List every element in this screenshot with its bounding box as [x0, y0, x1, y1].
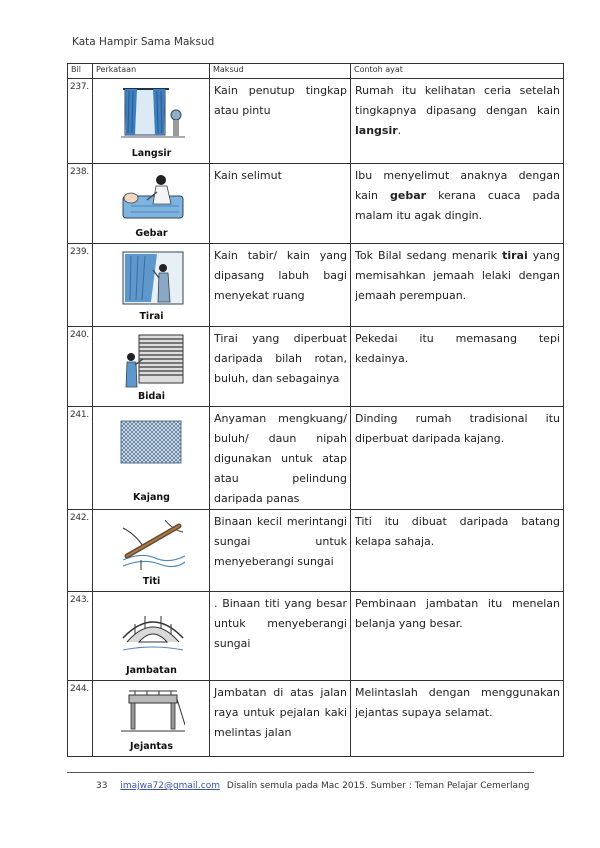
footer-source-text: Disalin semula pada Mac 2015. Sumber : Teman Pelajar Cemerlang — [226, 781, 530, 791]
meaning-cell: Kain penutup tingkap atau pintu — [210, 79, 351, 164]
meaning-cell: Kain selimut — [210, 164, 351, 244]
footer-divider — [67, 772, 534, 773]
table-row — [68, 244, 564, 327]
word-cell — [93, 592, 210, 681]
example-text-end: kerana cuaca pada malam itu agak dingin. — [355, 189, 560, 222]
word-cell — [93, 79, 210, 164]
example-text: Dinding rumah tradisional itu diperbuat daripada kajang. — [355, 412, 560, 445]
overhead-bridge-illustration — [121, 685, 185, 737]
meaning-cell: Binaan kecil merintangi sungai untuk menyeberangi sungai — [210, 510, 351, 592]
meaning-cell: Tirai yang diperbuat daripada bilah rotan, buluh, dan sebagainya — [210, 327, 351, 407]
blanket-illustration — [121, 170, 185, 226]
table-row — [68, 79, 564, 164]
page-footer — [96, 781, 529, 791]
example-text: Pekedai itu memasang tepi kedainya. — [355, 332, 560, 365]
example-text: Pembinaan jambatan itu menelan belanja yang besar. — [355, 597, 560, 630]
row-number: 243. — [68, 592, 93, 681]
word-cell — [93, 407, 210, 510]
word-label: Jambatan — [126, 665, 177, 676]
row-number: 242. — [68, 510, 93, 592]
page-header-title: Kata Hampir Sama Maksud — [72, 36, 215, 48]
example-text: Rumah itu kelihatan ceria setelah tingkapnya dipasang dengan kain — [355, 84, 560, 117]
word-cell — [93, 244, 210, 327]
example-cell — [351, 327, 564, 407]
meaning-cell: Kain tabir/ kain yang dipasang labuh bagi menyekat ruang — [210, 244, 351, 327]
example-text-end: . — [397, 124, 402, 137]
word-label: Langsir — [131, 148, 172, 159]
meaning-cell: . Binaan titi yang besar untuk menyeberangi sungai — [210, 592, 351, 681]
table-row — [68, 510, 564, 592]
word-cell — [93, 681, 210, 757]
example-keyword: langsir — [355, 124, 398, 137]
meaning-cell: Jambatan di atas jalan raya untuk pejalan kaki melintas jalan — [210, 681, 351, 757]
bridge-illustration — [121, 598, 185, 656]
example-cell — [351, 244, 564, 327]
row-number: 244. — [68, 681, 93, 757]
example-cell — [351, 681, 564, 757]
meaning-cell: Anyaman mengkuang/ buluh/ daun nipah digunakan untuk atap atau pelindung daripada panas — [210, 407, 351, 510]
example-text-end: yang memisahkan jemaah lelaki dengan jemaah perempuan. — [355, 249, 561, 302]
table-row — [68, 681, 564, 757]
example-text: Ibu menyelimut anaknya dengan kain — [355, 169, 560, 202]
blinds-illustration — [121, 333, 185, 389]
example-text: Titi itu dibuat daripada batang kelapa sahaja. — [355, 515, 560, 548]
table-row — [68, 407, 564, 510]
row-number: 239. — [68, 244, 93, 327]
row-number: 238. — [68, 164, 93, 244]
word-label: Bidai — [138, 391, 165, 402]
example-keyword: tirai — [502, 249, 528, 262]
word-label: Titi — [142, 576, 161, 587]
email-link[interactable]: imajwa72@gmail.com — [120, 781, 221, 791]
log-bridge-illustration — [121, 516, 185, 574]
word-label: Tirai — [139, 311, 164, 322]
word-cell — [93, 327, 210, 407]
woven-mat-illustration — [119, 419, 183, 479]
word-label: Jejantas — [129, 741, 173, 752]
table-row — [68, 592, 564, 681]
example-cell — [351, 407, 564, 510]
curtain-illustration — [121, 85, 185, 143]
example-cell — [351, 510, 564, 592]
example-cell — [351, 79, 564, 164]
example-cell — [351, 164, 564, 244]
word-cell — [93, 510, 210, 592]
row-number: 240. — [68, 327, 93, 407]
example-text: Tok Bilal sedang menarik — [355, 249, 503, 262]
table-row — [68, 164, 564, 244]
header-meaning: Maksud — [210, 64, 351, 79]
header-word: Perkataan — [93, 64, 210, 79]
row-number: 241. — [68, 407, 93, 510]
word-label: Kajang — [132, 492, 170, 503]
header-bil: Bil — [68, 64, 93, 79]
table-row — [68, 327, 564, 407]
word-cell — [93, 164, 210, 244]
row-number: 237. — [68, 79, 93, 164]
table-header-row — [68, 64, 564, 79]
example-text: Melintaslah dengan menggunakan jejantas supaya selamat. — [355, 686, 560, 719]
header-example: Contoh ayat — [351, 64, 564, 79]
page-number: 33 — [96, 781, 108, 791]
drape-illustration — [121, 250, 185, 308]
vocabulary-table — [67, 63, 564, 757]
example-cell — [351, 592, 564, 681]
word-label: Gebar — [135, 228, 168, 239]
example-keyword: gebar — [390, 189, 427, 202]
